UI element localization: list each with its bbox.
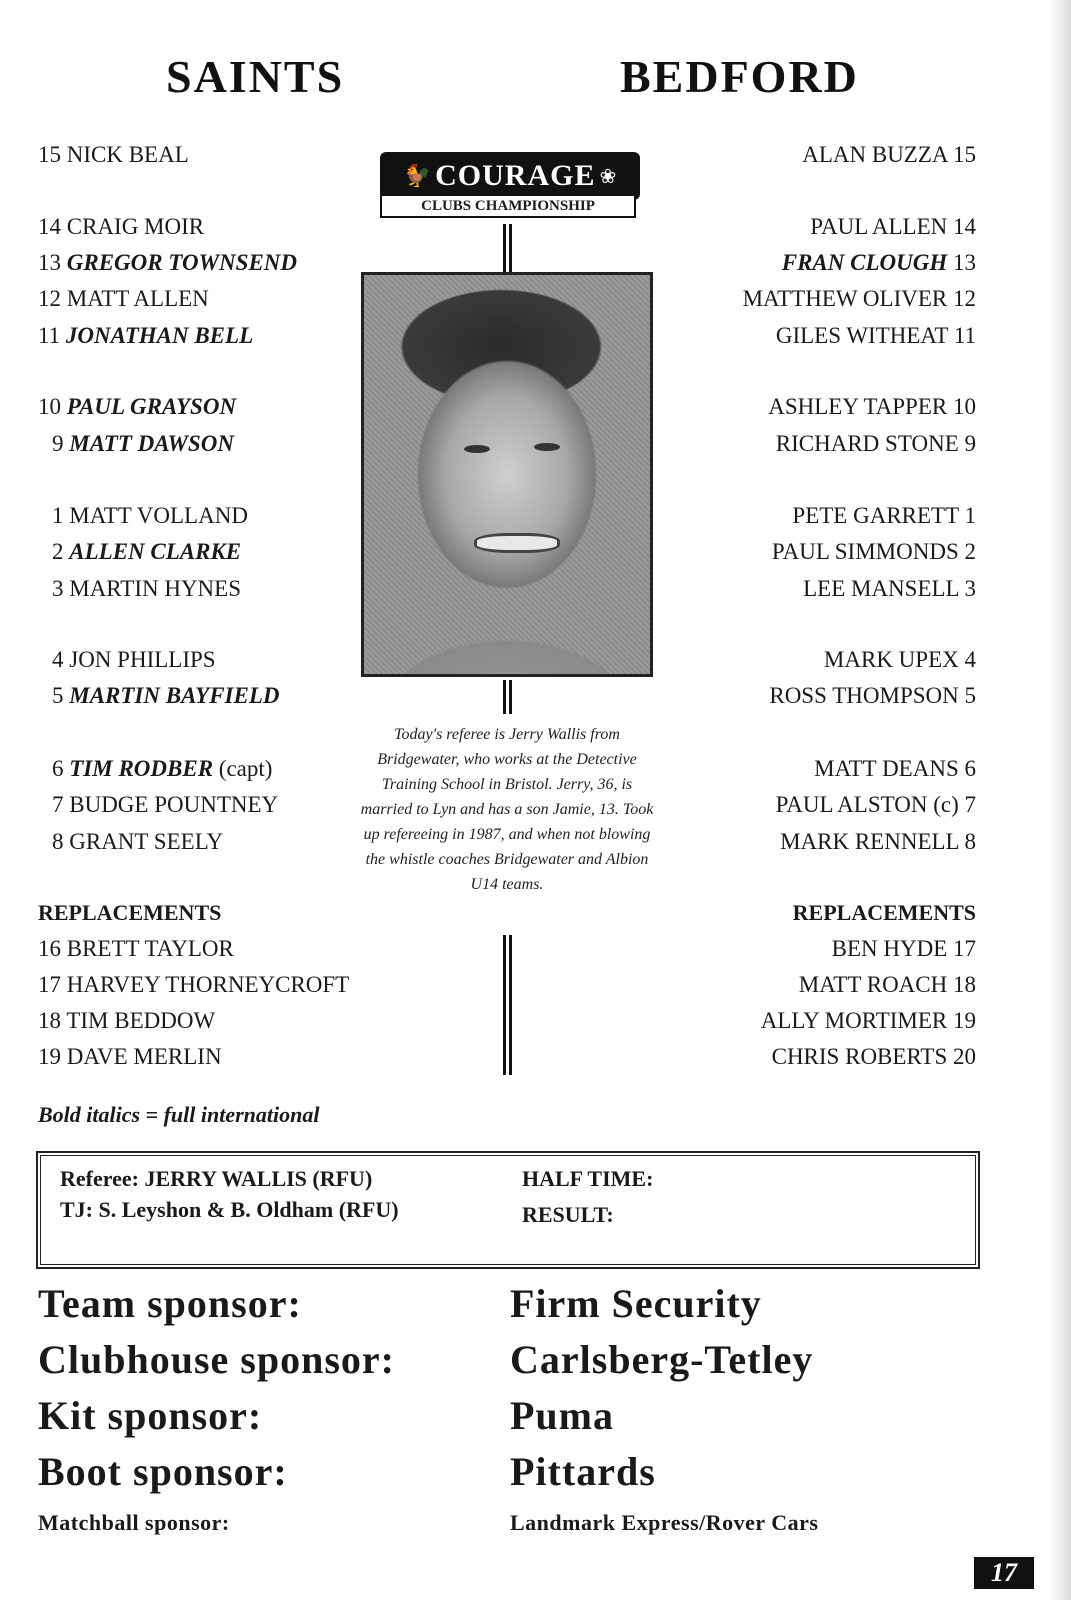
player-name: ALAN BUZZA [802, 142, 948, 167]
shirt-number: 8 [52, 829, 64, 854]
player-name: ALLEN CLARKE [69, 539, 242, 564]
captain-marker: (capt) [218, 756, 273, 781]
shirt-number: 12 [38, 286, 61, 311]
shirt-number: 10 [38, 394, 61, 419]
shirt-number: 2 [52, 539, 64, 564]
shirt-number: 4 [52, 647, 64, 672]
player-row [38, 248, 398, 278]
sponsor-name: Firm Security [510, 1281, 762, 1326]
player-row [38, 754, 398, 784]
player-row [780, 827, 976, 857]
player-name: TIM BEDDOW [66, 1008, 216, 1033]
player-row [814, 754, 976, 784]
replacement-row [832, 934, 976, 964]
player-name: ASHLEY TAPPER [768, 394, 948, 419]
player-name: GILES WITHEAT [775, 323, 949, 348]
player-name: LEE MANSELL [803, 576, 959, 601]
replacements-heading: REPLACEMENTS [38, 900, 222, 925]
officials-box [36, 1151, 980, 1269]
touch-judges-line: TJ: S. Leyshon & B. Oldham (RFU) [60, 1197, 399, 1222]
player-name: JONATHAN BELL [65, 323, 254, 348]
shirt-number: 9 [964, 431, 976, 456]
player-name: NICK BEAL [66, 142, 189, 167]
shirt-number: 11 [953, 323, 976, 348]
player-name: HARVEY THORNEYCROFT [66, 972, 350, 997]
shirt-number: 15 [953, 142, 976, 167]
shirt-number: 4 [964, 647, 976, 672]
player-row [776, 429, 976, 459]
player-row [772, 537, 976, 567]
player-row [38, 212, 398, 242]
replacement-row [38, 970, 398, 1000]
replacements-heading: REPLACEMENTS [792, 900, 976, 925]
player-row [768, 392, 976, 422]
shirt-number: 13 [38, 250, 61, 275]
shirt-number: 7 [52, 792, 64, 817]
sponsor-label: Matchball sponsor: [38, 1510, 230, 1535]
player-name: GREGOR TOWNSEND [66, 250, 298, 275]
player-row [803, 574, 976, 604]
player-name: BRETT TAYLOR [66, 936, 234, 961]
player-name: JON PHILLIPS [69, 647, 216, 672]
photo-eye [464, 445, 490, 453]
shirt-number: 5 [964, 683, 976, 708]
shirt-number: 6 [964, 756, 976, 781]
shirt-number: 14 [953, 214, 976, 239]
shirt-number: 17 [953, 936, 976, 961]
player-name: MATT ROACH [798, 972, 948, 997]
result-label: RESULT: [522, 1202, 614, 1227]
courage-sign [380, 152, 640, 222]
player-name: MARTIN BAYFIELD [69, 683, 280, 708]
shirt-number: 14 [38, 214, 61, 239]
sign-brand: COURAGE [435, 159, 596, 192]
player-row [38, 321, 398, 351]
player-name: MATT VOLLAND [69, 503, 248, 528]
shirt-number: 20 [953, 1044, 976, 1069]
player-name: TIM RODBER [69, 756, 214, 781]
player-row [38, 827, 398, 857]
sign-post [503, 224, 512, 272]
player-row [776, 790, 976, 820]
player-row [802, 140, 976, 170]
player-row [38, 501, 398, 531]
sponsor-label: Kit sponsor: [38, 1393, 263, 1438]
player-name: MATTHEW OLIVER [742, 286, 948, 311]
referee-caption: Today's referee is Jerry Wallis from Bridgewater, who works at the Detective Training School in Bristol. Jerry, 36, is married to Lyn and has a son Jamie, 13. Took up refereeing in 1987, and when not blowing the whistle coaches Bridgewater and Albion U14 teams. [360, 726, 654, 893]
shirt-number: 19 [38, 1044, 61, 1069]
player-row [810, 212, 976, 242]
shirt-number: 18 [38, 1008, 61, 1033]
player-name: CRAIG MOIR [66, 214, 205, 239]
player-name: BEN HYDE [831, 936, 948, 961]
rose-emblem-icon: ❀ [599, 165, 617, 188]
player-row [782, 248, 976, 278]
shirt-number: 1 [52, 503, 64, 528]
photo-mouth [474, 533, 560, 553]
sponsor-label: Team sponsor: [38, 1281, 302, 1326]
legend: Bold italics = full international [38, 1102, 320, 1127]
player-row [769, 681, 976, 711]
replacement-row [799, 970, 976, 1000]
replacement-row [772, 1042, 976, 1072]
shirt-number: 13 [953, 250, 976, 275]
player-name: MATT ALLEN [66, 286, 209, 311]
player-name: MATT DAWSON [69, 431, 234, 456]
photo-eye [534, 443, 560, 451]
replacement-row [38, 934, 398, 964]
shirt-number: 12 [953, 286, 976, 311]
sponsor-label: Boot sponsor: [38, 1449, 288, 1494]
player-row [38, 574, 398, 604]
player-row [38, 429, 398, 459]
shirt-number: 7 [964, 792, 976, 817]
shirt-number: 8 [964, 829, 976, 854]
shirt-number: 10 [953, 394, 976, 419]
sign-post [503, 935, 512, 1075]
player-row [38, 645, 398, 675]
player-name: MARTIN HYNES [69, 576, 242, 601]
player-name: ALLY MORTIMER [760, 1008, 948, 1033]
sponsor-label: Clubhouse sponsor: [38, 1337, 396, 1382]
player-row [776, 321, 976, 351]
home-team-title: SAINTS [166, 51, 345, 102]
player-row [743, 284, 976, 314]
page-edge [1049, 0, 1071, 1600]
shirt-number: 16 [38, 936, 61, 961]
player-name: ROSS THOMPSON [769, 683, 959, 708]
replacement-row [761, 1006, 976, 1036]
player-name: DAVE MERLIN [66, 1044, 222, 1069]
player-row [38, 140, 398, 170]
half-time-label: HALF TIME: [522, 1166, 654, 1191]
player-row [38, 284, 398, 314]
away-team-title: BEDFORD [620, 51, 859, 102]
replacement-row [38, 1042, 398, 1072]
shirt-number: 11 [38, 323, 61, 348]
shirt-number: 1 [964, 503, 976, 528]
shirt-number: 9 [52, 431, 64, 456]
player-row [38, 392, 398, 422]
player-name: RICHARD STONE [775, 431, 959, 456]
player-name: PAUL GRAYSON [66, 394, 237, 419]
shirt-number: 18 [953, 972, 976, 997]
cockerel-icon: 🐓 [403, 163, 432, 188]
sponsor-name: Landmark Express/Rover Cars [510, 1510, 819, 1535]
sign-subtitle: CLUBS CHAMPIONSHIP [380, 196, 636, 218]
referee-photo [361, 272, 653, 677]
player-name: MARK UPEX [823, 647, 959, 672]
shirt-number: 6 [52, 756, 64, 781]
page-number: 17 [974, 1557, 1034, 1589]
shirt-number: 15 [38, 142, 61, 167]
player-name: PAUL ALLEN [810, 214, 948, 239]
shirt-number: 2 [964, 539, 976, 564]
player-name: CHRIS ROBERTS [771, 1044, 948, 1069]
player-name: MATT DEANS [814, 756, 959, 781]
sponsor-name: Puma [510, 1393, 614, 1438]
referee-line: Referee: JERRY WALLIS (RFU) [60, 1166, 373, 1191]
sign-banner [380, 152, 640, 200]
sign-post [503, 680, 512, 714]
player-name: MARK RENNELL [780, 829, 959, 854]
player-name: PETE GARRETT [792, 503, 959, 528]
player-row [792, 501, 976, 531]
player-name: GRANT SEELY [69, 829, 224, 854]
player-name: FRAN CLOUGH [781, 250, 948, 275]
shirt-number: 5 [52, 683, 64, 708]
player-row [824, 645, 976, 675]
shirt-number: 19 [953, 1008, 976, 1033]
player-row [38, 537, 398, 567]
player-name: PAUL ALSTON (c) [775, 792, 959, 817]
sponsor-name: Pittards [510, 1449, 656, 1494]
sponsor-name: Carlsberg-Tetley [510, 1337, 814, 1382]
replacement-row [38, 1006, 398, 1036]
player-row [38, 790, 398, 820]
player-name: BUDGE POUNTNEY [69, 792, 279, 817]
shirt-number: 3 [52, 576, 64, 601]
player-row [38, 681, 398, 711]
player-name: PAUL SIMMONDS [771, 539, 959, 564]
shirt-number: 17 [38, 972, 61, 997]
shirt-number: 3 [964, 576, 976, 601]
